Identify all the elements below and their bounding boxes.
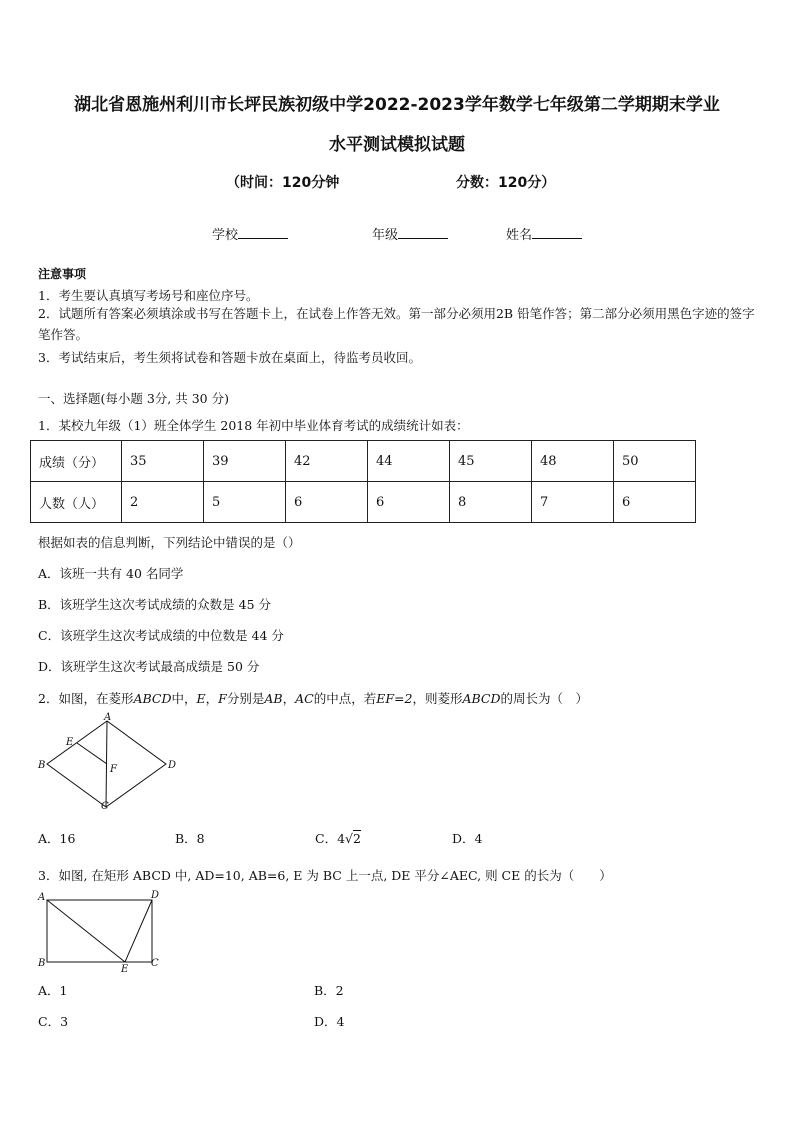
q2-stem — [38, 689, 588, 707]
table-cell: 5 — [204, 482, 286, 523]
table-cell: 44 — [368, 441, 450, 482]
q2-stem-part: 的周长为（ ） — [500, 691, 588, 706]
exam-title-line1: 湖北省恩施州利川市长坪民族初级中学2022-2023学年数学七年级第二学期期末学业 — [74, 95, 720, 115]
notice-item-1: 1．考生要认真填写考场号和座位序号。 — [38, 288, 259, 303]
label-b: B — [38, 958, 46, 969]
name-blank — [532, 226, 582, 239]
q2-option-c-radicand: 2 — [353, 831, 361, 846]
q1-option-b: B．该班学生这次考试成绩的众数是 45 分 — [38, 597, 272, 612]
table-cell: 50 — [614, 441, 696, 482]
grade-field — [372, 224, 448, 243]
q1-option-d: D．该班学生这次考试最高成绩是 50 分 — [38, 659, 260, 674]
school-label: 学校 — [212, 228, 239, 243]
section-heading: 一、选择题(每小题 3分, 共 30 分) — [38, 391, 229, 406]
q1-prompt: 根据如表的信息判断，下列结论中错误的是（） — [38, 535, 301, 550]
label-c: C — [101, 801, 109, 812]
name-field — [506, 224, 582, 243]
table-row — [31, 482, 696, 523]
table-row — [31, 441, 696, 482]
notice-item-2: 2．试题所有答案必须填涂或书写在答题卡上，在试卷上作答无效。第一部分必须用2B 铅笔作答；第二部分必须用黑色字迹的签字笔作答。 — [38, 306, 755, 342]
notice-item-3: 3．考试结束后，考生须将试卷和答题卡放在桌面上，待监考员收回。 — [38, 350, 421, 365]
name-label: 姓名 — [506, 228, 533, 243]
q2-stem-part: 2．如图，在菱形 — [38, 691, 134, 706]
q2-option-c-label: C． — [315, 831, 338, 846]
table-cell: 39 — [204, 441, 286, 482]
q1-stem: 1．某校九年级（1）班全体学生 2018 年初中毕业体育考试的成绩统计如表： — [38, 418, 469, 433]
score-table — [30, 440, 696, 523]
q3-option-c: C．3 — [38, 1014, 69, 1029]
q2-option-b: B．8 — [175, 831, 205, 846]
table-cell: 8 — [450, 482, 532, 523]
time-label: （时间：120分钟 — [226, 175, 340, 191]
q2-math: E — [196, 691, 206, 706]
q2-option-d: D．4 — [452, 831, 483, 846]
label-c: C — [151, 958, 159, 969]
q3-option-b: B．2 — [314, 983, 344, 998]
grade-blank — [398, 226, 448, 239]
segment-ef — [77, 743, 107, 764]
q2-math: AB — [264, 691, 283, 706]
q2-math: AC — [295, 691, 314, 706]
sqrt-icon: √ — [345, 831, 353, 846]
q2-stem-part: ， — [205, 691, 219, 706]
school-blank — [238, 226, 288, 239]
table-cell: 35 — [122, 441, 204, 482]
label-e: E — [121, 964, 129, 975]
q2-stem-part: ， — [282, 691, 296, 706]
q2-option-a: A．16 — [38, 831, 76, 846]
q2-stem-part: 中， — [171, 691, 197, 706]
q2-stem-part: 的中点，若 — [313, 691, 377, 706]
q2-stem-part: ，则菱形 — [412, 691, 463, 706]
label-b: B — [38, 760, 46, 771]
label-e: E — [66, 737, 74, 748]
q1-option-c: C．该班学生这次考试成绩的中位数是 44 分 — [38, 628, 284, 643]
table-cell: 成绩（分） — [31, 441, 122, 482]
exam-title-line2: 水平测试模拟试题 — [329, 135, 465, 155]
q1-option-a: A．该班一共有 40 名同学 — [38, 566, 184, 581]
label-f: F — [110, 764, 117, 775]
school-field — [212, 224, 288, 243]
table-cell: 45 — [450, 441, 532, 482]
label-a: A — [38, 892, 46, 903]
score-label: 分数：120分） — [456, 175, 556, 191]
q2-option-c-coef: 4 — [337, 831, 346, 846]
q2-math: F — [218, 691, 227, 706]
q2-option-c — [315, 829, 361, 847]
rhombus-figure — [30, 712, 190, 812]
label-a: A — [104, 712, 112, 723]
rectangle-figure — [30, 888, 170, 976]
table-cell: 42 — [286, 441, 368, 482]
table-cell: 人数（人） — [31, 482, 122, 523]
q2-stem-part: 分别是 — [226, 691, 265, 706]
label-d: D — [168, 760, 177, 771]
table-cell: 7 — [532, 482, 614, 523]
label-d: D — [151, 890, 160, 901]
segment-de — [125, 900, 152, 962]
table-cell: 48 — [532, 441, 614, 482]
q2-math: EF=2 — [376, 691, 413, 706]
table-cell: 2 — [122, 482, 204, 523]
table-cell: 6 — [614, 482, 696, 523]
table-cell: 6 — [368, 482, 450, 523]
rectangle-outline — [47, 900, 152, 962]
q2-math: ABCD — [462, 691, 501, 706]
q3-stem: 3．如图, 在矩形 ABCD 中, AD=10, AB=6, E 为 BC 上一点, DE 平分∠AEC, 则 CE 的长为（ ） — [38, 868, 612, 883]
table-cell: 6 — [286, 482, 368, 523]
segment-ae — [47, 900, 125, 962]
q2-math: ABCD — [133, 691, 172, 706]
grade-label: 年级 — [372, 228, 399, 243]
notice-heading: 注意事项 — [38, 267, 87, 281]
q3-option-d: D．4 — [314, 1014, 345, 1029]
q3-option-a: A．1 — [38, 983, 68, 998]
